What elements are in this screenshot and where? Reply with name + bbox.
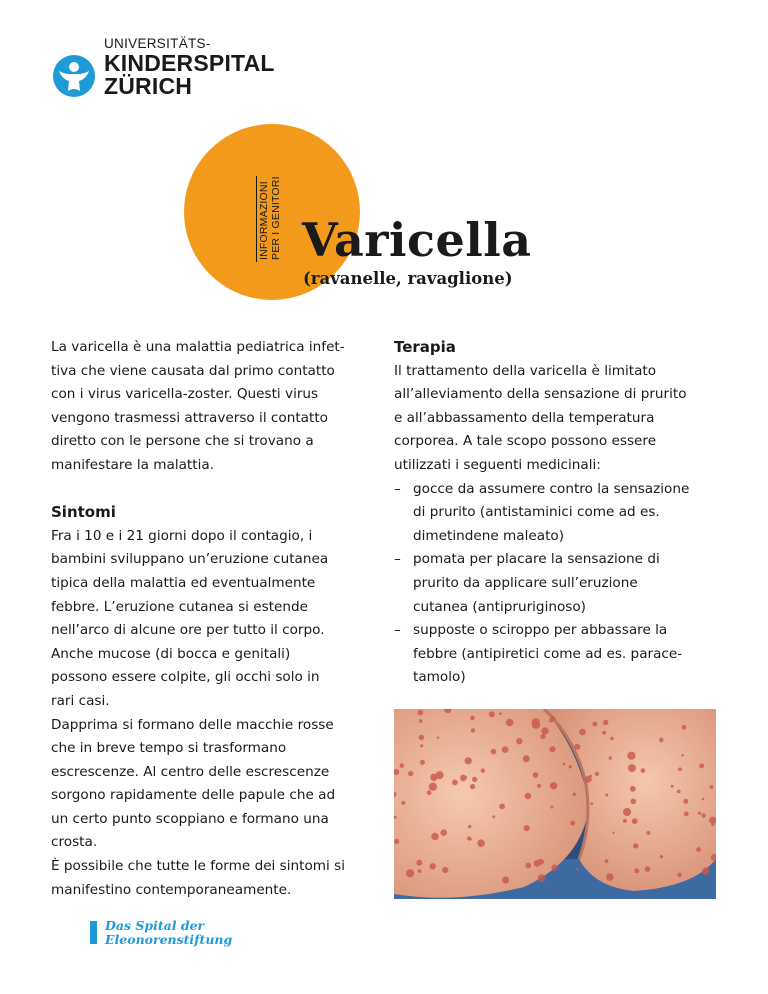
therapy-line: corporea. A tale scopo possono essere bbox=[394, 433, 657, 450]
info-label-line2: PER I GENITORI bbox=[270, 176, 282, 260]
child-figure-icon bbox=[52, 54, 96, 98]
page-subtitle: (ravanelle, ravaglione) bbox=[303, 269, 513, 288]
symptom-line: nell’arco di alcune ore per tutto il corpo. bbox=[51, 622, 325, 639]
rash-photo bbox=[394, 709, 716, 899]
symptom-line: Fra i 10 e i 21 giorni dopo il contagio, i bbox=[51, 527, 313, 544]
therapy-line: e all’abbassamento della temperatura bbox=[394, 409, 655, 426]
symptom-line: È possibile che tutte le forme dei sintomi si bbox=[51, 858, 345, 875]
symptom-line: febbre. L’eruzione cutanea si estende bbox=[51, 598, 309, 615]
logo-text-zuerich: ZÜRICH bbox=[104, 73, 193, 99]
medication-item-drops: – gocce da assumere contro la sensazione di prurito (antistaminici come ad es. dimetindene maleato) bbox=[394, 478, 724, 549]
intro-line: vengono trasmessi attraverso il contatto bbox=[51, 409, 328, 426]
medication-item-ointment: – pomata per placare la sensazione di prurito da applicare sull’eruzione cutanea (antipruriginoso) bbox=[394, 548, 724, 619]
footer-line2: Eleonorenstiftung bbox=[105, 932, 233, 947]
symptom-line: Anche mucose (di bocca e genitali) bbox=[51, 645, 291, 662]
footer-tagline bbox=[105, 919, 232, 947]
symptom-line: manifestino contemporaneamente. bbox=[51, 881, 292, 898]
page-title: Varicella bbox=[302, 213, 532, 267]
footer-line1: Das Spital der bbox=[105, 918, 205, 933]
symptom-line: che in breve tempo si trasformano bbox=[51, 740, 287, 757]
logo-text-kinderspital: KINDERSPITAL bbox=[104, 50, 275, 76]
intro-line: manifestare la malattia. bbox=[51, 456, 215, 473]
therapy-line: all’alleviamento della sensazione di prurito bbox=[394, 386, 687, 403]
footer-accent-bar bbox=[90, 921, 97, 944]
intro-line: diretto con le persone che si trovano a bbox=[51, 433, 314, 450]
logo-text-universitaets: UNIVERSITÄTS- bbox=[104, 36, 211, 51]
info-for-parents-label bbox=[258, 176, 282, 260]
right-column bbox=[394, 336, 724, 690]
therapy-line: utilizzati i seguenti medicinali: bbox=[394, 456, 601, 473]
symptom-line: un certo punto scoppiano e formano una bbox=[51, 810, 329, 827]
therapy-line: Il trattamento della varicella è limitato bbox=[394, 362, 657, 379]
intro-line: La varicella è una malattia pediatrica infet- bbox=[51, 339, 345, 355]
intro-line: con i virus varicella-zoster. Questi virus bbox=[51, 386, 319, 403]
intro-line: tiva che viene causata dal primo contatto bbox=[51, 362, 335, 379]
symptom-line: Dapprima si formano delle macchie rosse bbox=[51, 716, 334, 733]
info-label-line1: INFORMAZIONI bbox=[258, 181, 270, 260]
medication-item-suppository: – supposte o sciroppo per abbassare la febbre (antipiretici come ad es. parace- tamolo) bbox=[394, 619, 724, 690]
symptom-line: possono essere colpite, gli occhi solo in bbox=[51, 669, 320, 686]
symptom-line: rari casi. bbox=[51, 692, 110, 709]
symptom-line: tipica della malattia ed eventualmente bbox=[51, 574, 316, 591]
therapy-heading: Terapia bbox=[394, 338, 456, 356]
symptom-line: crosta. bbox=[51, 834, 98, 851]
symptoms-heading: Sintomi bbox=[51, 503, 116, 522]
symptom-line: escrescenze. Al centro delle escrescenze bbox=[51, 763, 330, 780]
left-column bbox=[51, 336, 377, 902]
symptom-line: sorgono rapidamente delle papule che ad bbox=[51, 787, 336, 804]
symptom-line: bambini sviluppano un’eruzione cutanea bbox=[51, 551, 329, 568]
medication-list bbox=[394, 478, 724, 690]
vertical-rule bbox=[256, 176, 257, 262]
